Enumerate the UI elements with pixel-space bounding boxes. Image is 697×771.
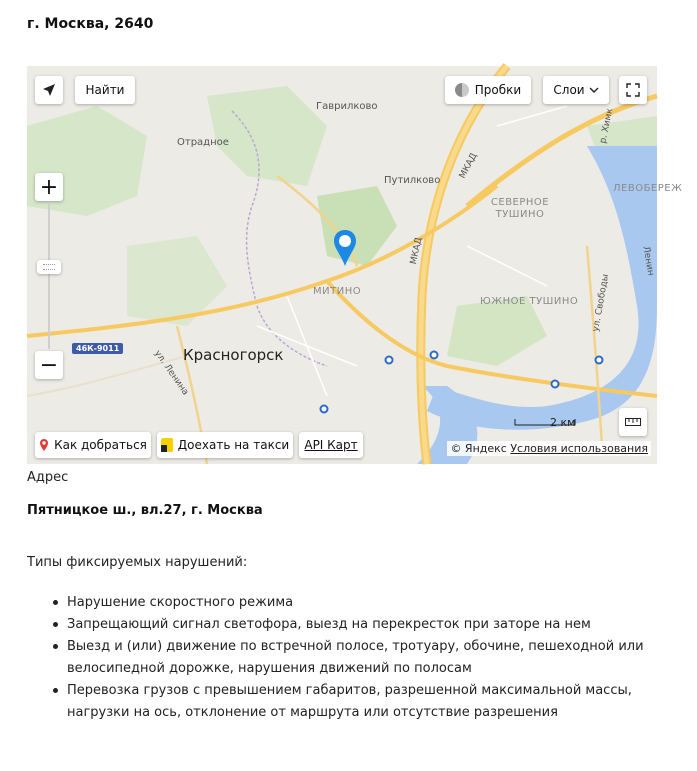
layers-button[interactable]	[543, 76, 609, 104]
label-yuzhnoe-tushino: ЮЖНОЕ ТУШИНО	[480, 296, 579, 307]
layers-label: Слои	[553, 83, 585, 97]
page-title: г. Москва, 2640	[27, 16, 154, 32]
traffic-button[interactable]	[445, 76, 531, 104]
traffic-label: Пробки	[474, 83, 522, 97]
zoom-out-button[interactable]: −	[35, 351, 63, 379]
label-putilkovo: Путилково	[384, 175, 441, 186]
list-item: Запрещающий сигнал светофора, выезд на перекресток при заторе на нем	[67, 614, 697, 636]
list-item: Нарушение скоростного режима	[67, 592, 697, 614]
list-item: Перевозка грузов с превышением габаритов, разрешенной максимальной массы, нагрузки на ось, отклонение от маршрута или отсутствие разрешения	[67, 680, 697, 724]
location-pin-icon[interactable]	[331, 228, 359, 268]
ruler-icon	[625, 418, 641, 426]
label-severnoe-tushino: СЕВЕРНОЕ ТУШИНО	[490, 197, 550, 220]
api-link[interactable]: API Карт	[299, 432, 363, 458]
route-label: Как добраться	[54, 438, 147, 452]
ruler-button[interactable]	[619, 408, 647, 436]
zoom-slider-handle[interactable]	[37, 260, 61, 274]
label-khimki: р. Химк	[598, 107, 616, 145]
violations-list	[27, 592, 697, 724]
zoom-track[interactable]	[48, 203, 50, 349]
label-levoberezhny: ЛЕВОБЕРЕЖ	[613, 183, 683, 194]
chevron-down-icon	[589, 87, 599, 93]
violations-title: Типы фиксируемых нарушений:	[27, 555, 248, 570]
navigation-arrow-icon	[42, 83, 56, 97]
find-button[interactable]: Найти	[75, 76, 135, 104]
expand-icon	[626, 83, 640, 97]
label-ul-svobody: ул. Свободы	[591, 273, 612, 333]
taxi-button[interactable]	[157, 432, 293, 458]
label-ul-lenina: ул. Ленина	[152, 348, 191, 398]
traffic-icon	[455, 83, 469, 97]
copyright-text: © Яндекс	[450, 442, 507, 455]
label-lenin: Ленин	[640, 245, 656, 277]
taxi-icon	[161, 438, 173, 452]
terms-link[interactable]: Условия использования	[510, 442, 648, 455]
route-button[interactable]	[35, 432, 151, 458]
map-copyright	[447, 441, 651, 456]
geolocation-button[interactable]	[35, 76, 63, 104]
label-krasnogorsk: Красногорск	[183, 346, 284, 364]
taxi-label: Доехать на такси	[177, 438, 290, 452]
map-pin-icon	[39, 438, 49, 452]
label-gavrilkovo: Гаврилково	[316, 101, 378, 112]
road-badge: 46К-9011	[72, 343, 123, 354]
zoom-in-button[interactable]: +	[35, 173, 63, 201]
address-label: Адрес	[27, 470, 69, 485]
address-value: Пятницкое ш., вл.27, г. Москва	[27, 503, 263, 518]
label-mkad-2: МКАД	[408, 236, 425, 266]
label-mkad-1: МКАД	[457, 151, 480, 181]
list-item: Выезд и (или) движение по встречной полосе, тротуару, обочине, пешеходной или велосипедной дорожке, нарушения движений по полосам	[67, 636, 697, 680]
scale-label: 2 км	[550, 416, 576, 429]
map-widget[interactable]	[27, 66, 683, 464]
label-otradnoe: Отрадное	[177, 137, 229, 148]
fullscreen-button[interactable]	[619, 76, 647, 104]
label-mitino: МИТИНО	[313, 286, 362, 297]
